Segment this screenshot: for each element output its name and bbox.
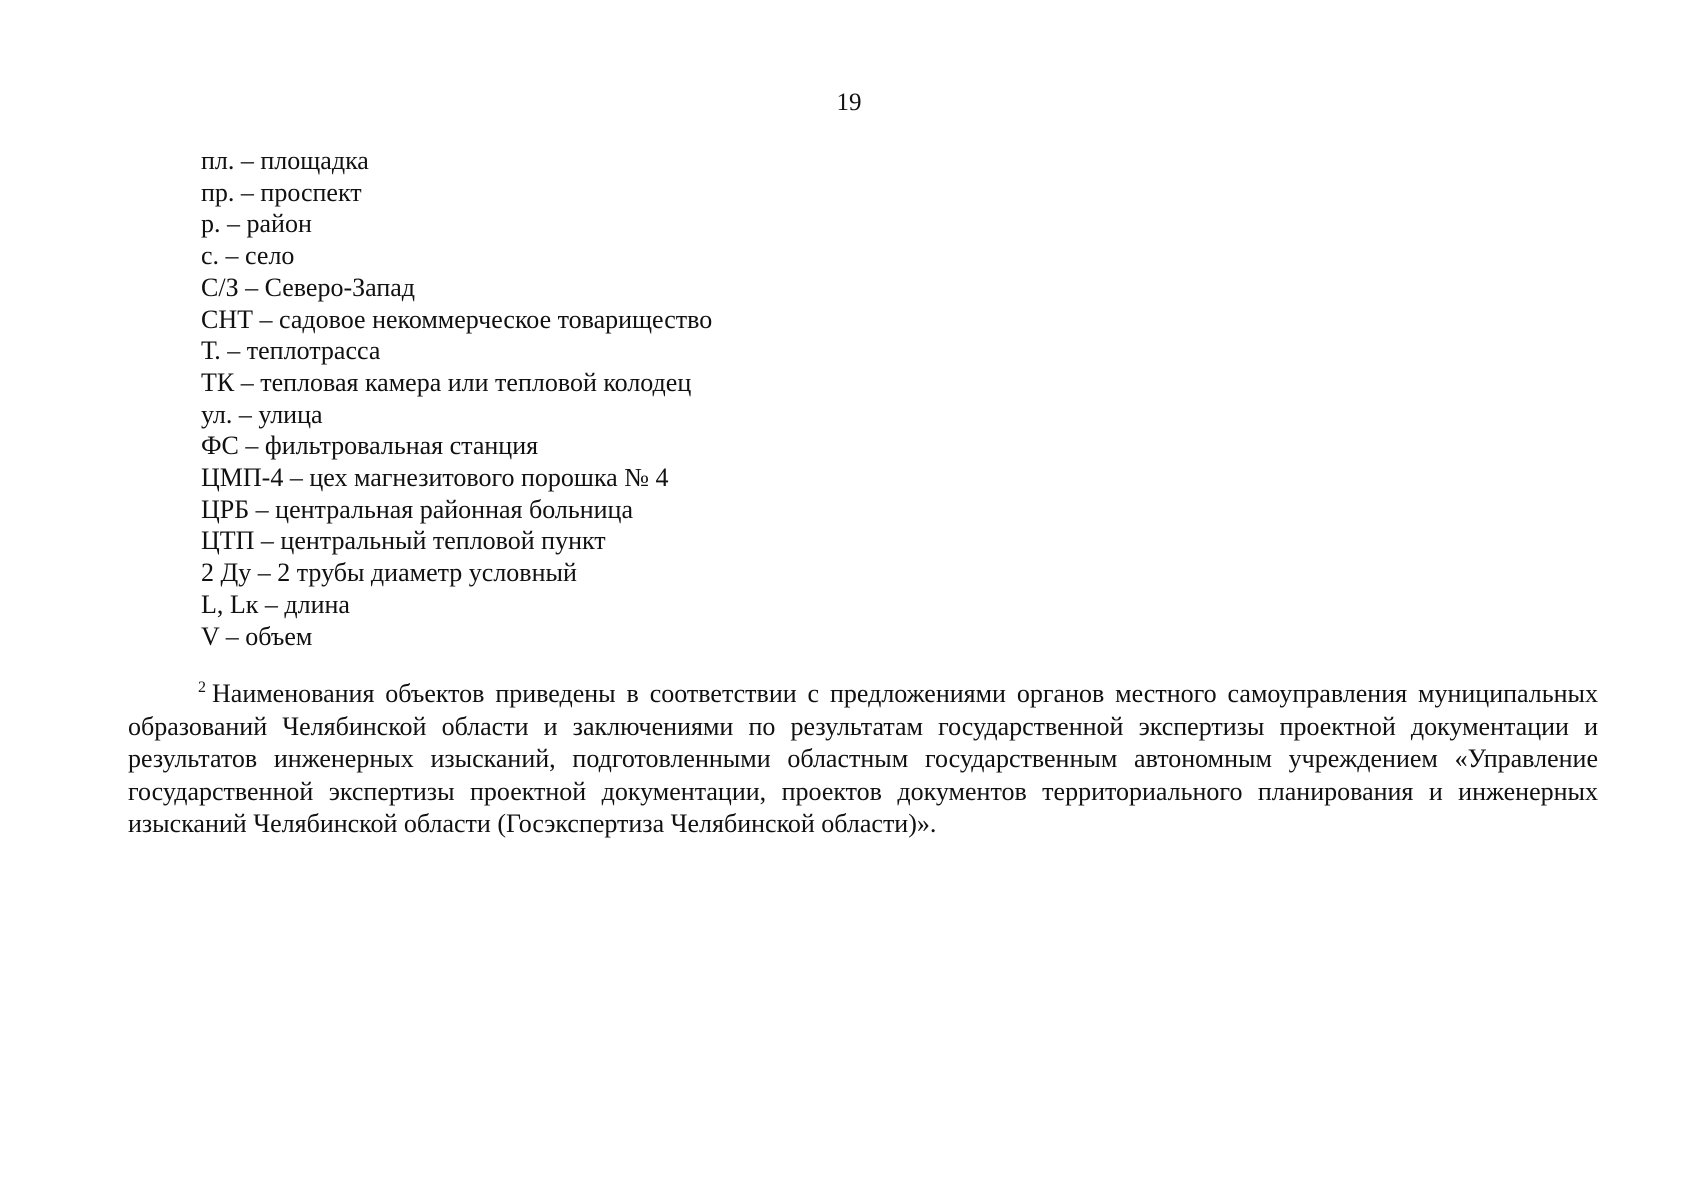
page-number: 19: [836, 89, 862, 116]
abbreviation-item: ФС – фильтровальная станция: [201, 431, 539, 461]
footnote-text: Наименования объектов приведены в соответствии с предложениями органов местного самоуправления муниципальных образований Челябинской области и заключениями по результатам государственной экспертизы проектной документации и результатов инженерных изысканий, подготовленными областным государственным автономным учреждением «Управление государственной экспертизы проектной документации, проектов документов территориального планирования и инженерных изысканий Челябинской области (Госэкспертиза Челябинской области)».: [128, 679, 1598, 838]
abbreviation-item: пр. – проспект: [201, 177, 362, 207]
abbreviation-item: ул. – улица: [201, 399, 323, 429]
abbreviation-item: L, Lк – длина: [201, 589, 350, 619]
abbreviation-item: С/З – Северо-Запад: [201, 272, 416, 302]
footnote-paragraph: [128, 678, 1598, 841]
abbreviation-item: 2 Ду – 2 трубы диаметр условный: [201, 558, 577, 588]
abbreviation-item: пл. – площадка: [201, 146, 369, 175]
abbreviation-item: V – объем: [201, 621, 313, 651]
abbreviation-item: ЦМП-4 – цех магнезитового порошка № 4: [201, 463, 669, 493]
abbreviation-item: с. – село: [201, 241, 295, 271]
abbreviation-item: ТК – тепловая камера или тепловой колодец: [201, 367, 692, 397]
footnote-marker: 2: [198, 679, 206, 697]
abbreviation-item: СНТ – садовое некоммерческое товарищество: [201, 304, 713, 334]
abbreviation-item: ЦРБ – центральная районная больница: [201, 494, 634, 524]
abbreviation-list: [201, 145, 712, 652]
abbreviation-item: р. – район: [201, 209, 312, 239]
abbreviation-item: ЦТП – центральный тепловой пункт: [201, 526, 606, 556]
abbreviation-item: Т. – теплотрасса: [201, 336, 381, 366]
